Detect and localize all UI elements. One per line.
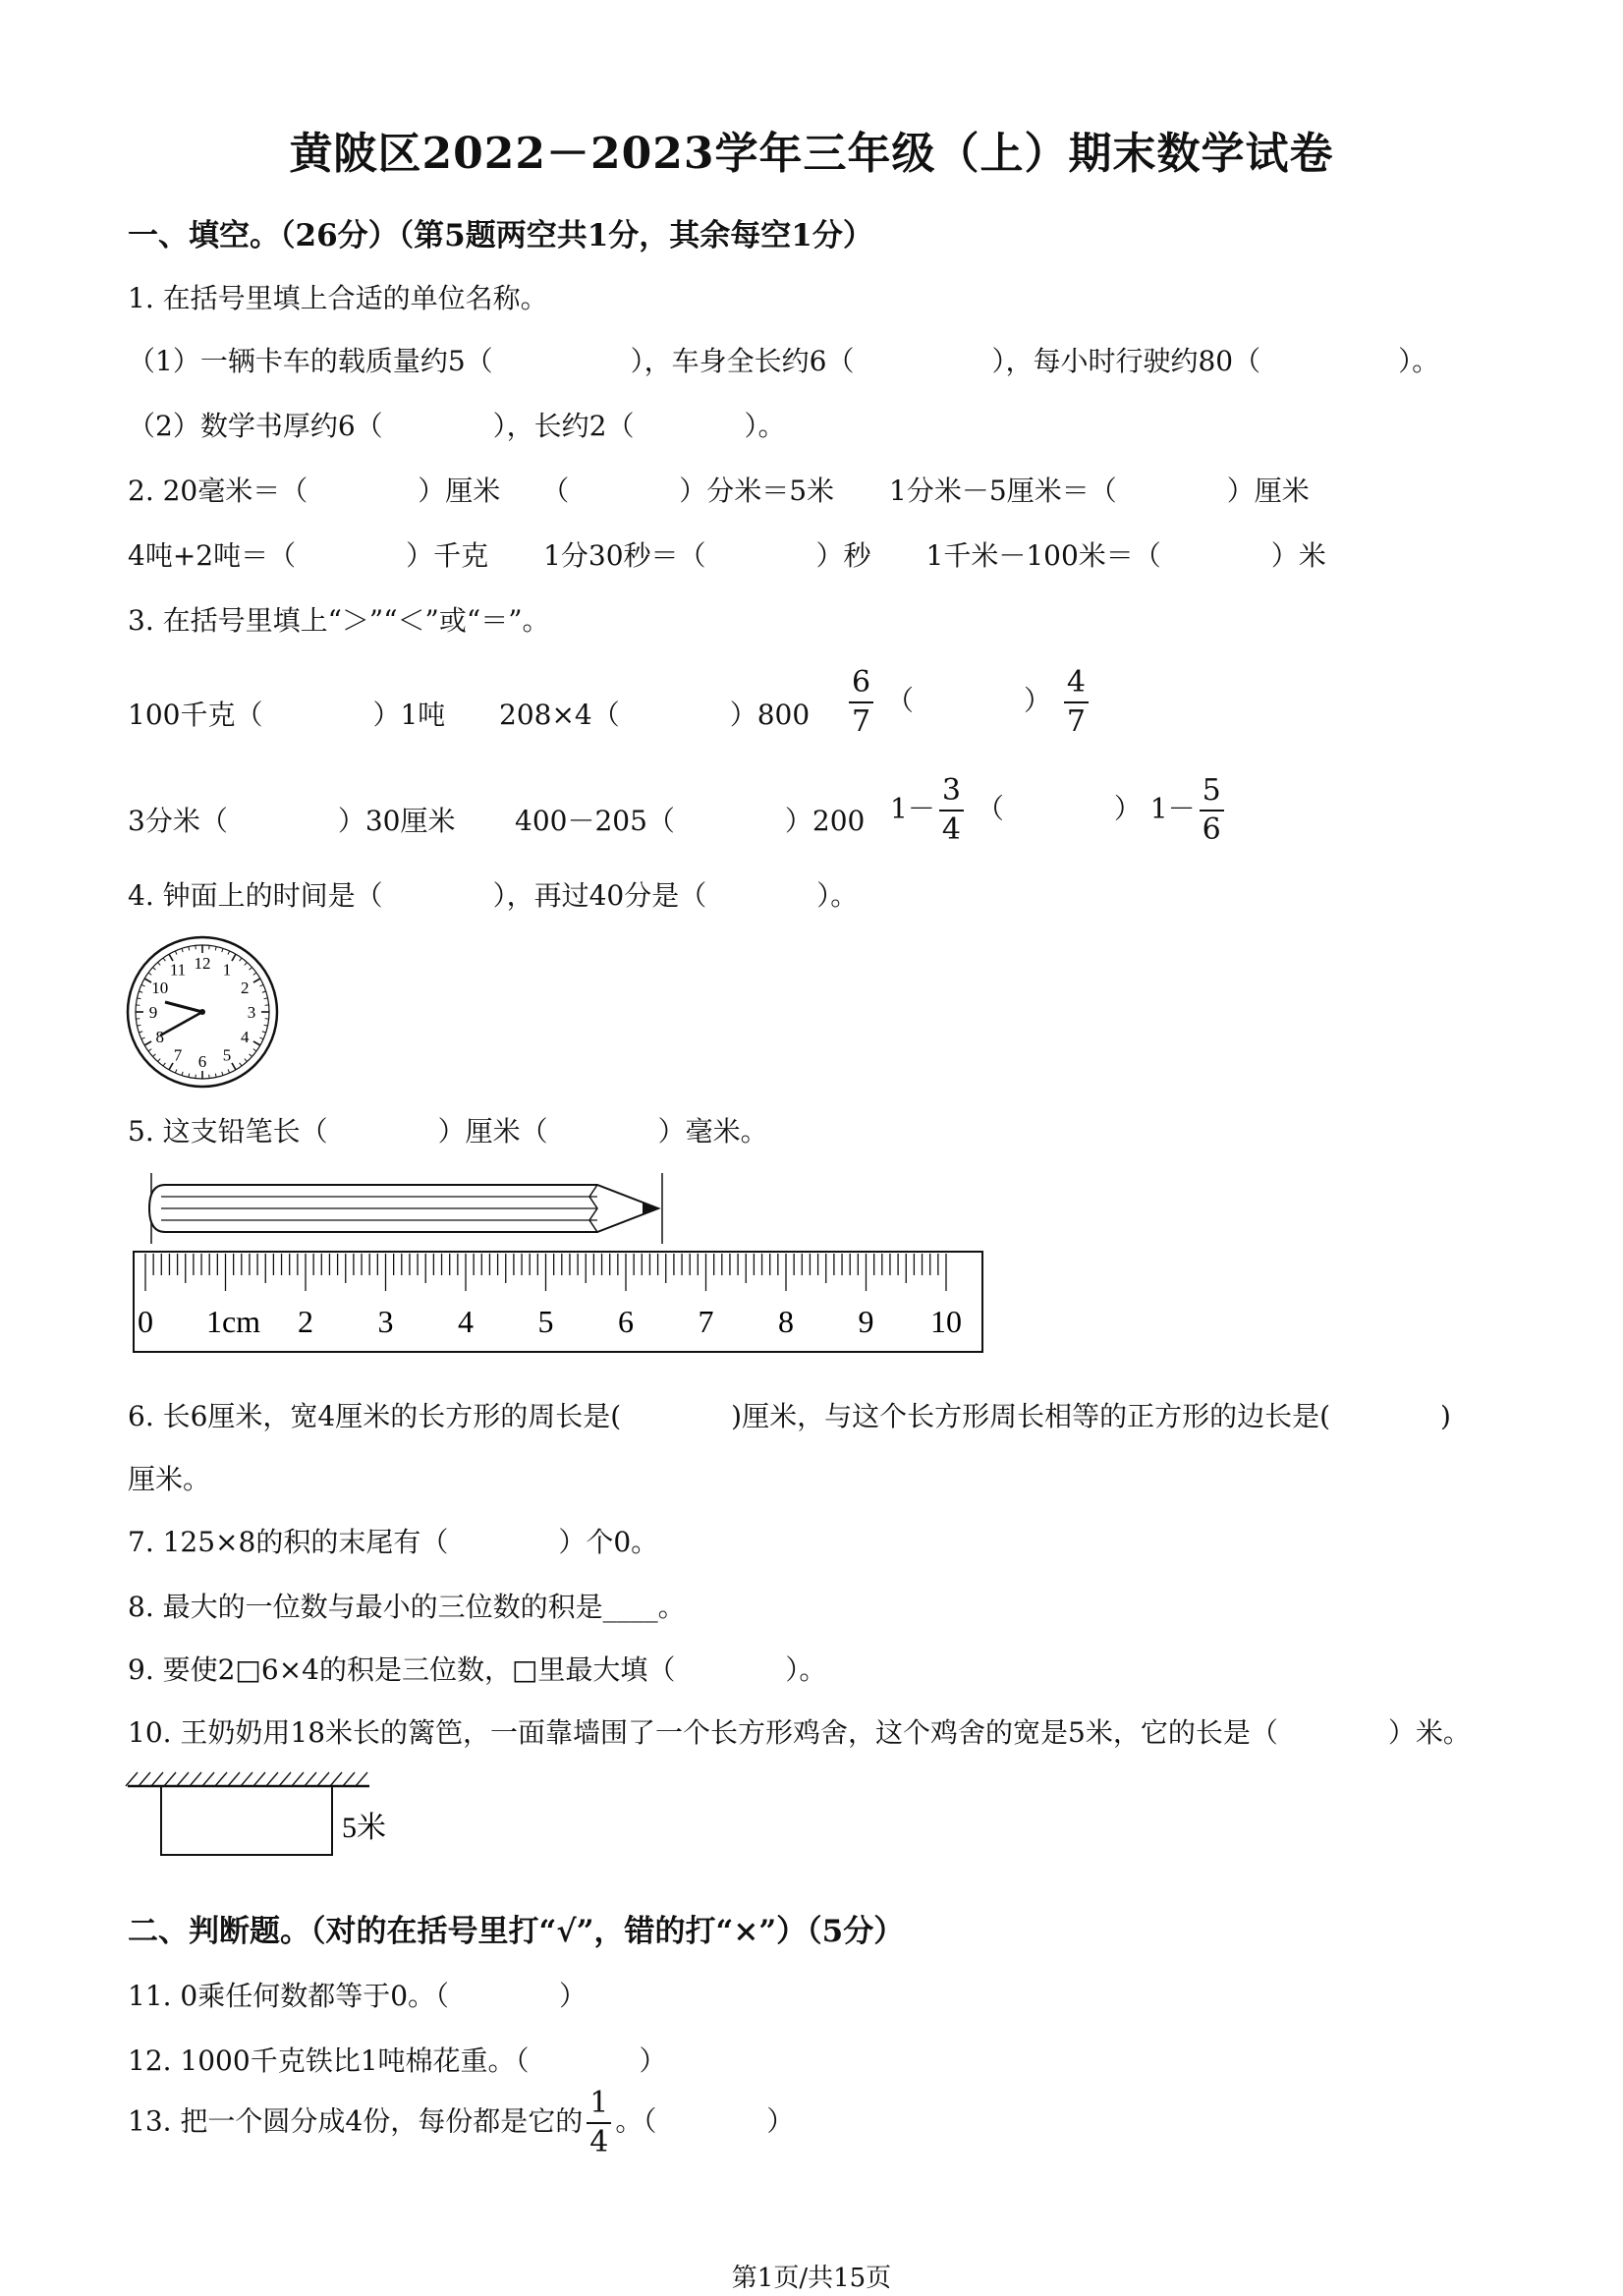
clock-number: 11 xyxy=(169,960,187,980)
ruler-label: 1cm xyxy=(205,1304,261,1339)
clock-number: 2 xyxy=(241,979,250,997)
fraction: $\frac{1}{4}$ xyxy=(587,2089,611,2157)
clock-number: 9 xyxy=(148,1003,158,1022)
q1-line1: （1）一辆卡车的载质量约5（ ），车身全长约6（ ），每小时行驶约80（ ）。 xyxy=(128,345,1440,377)
ruler-label: 6 xyxy=(618,1304,634,1339)
q9-text: 9. 要使2□6×4的积是三位数，□里最大填（ ）。 xyxy=(128,1653,827,1686)
ruler-label: 2 xyxy=(298,1304,313,1339)
ruler-label: 3 xyxy=(377,1304,394,1339)
fraction: $\frac{6}{7}$ xyxy=(849,668,873,737)
page-footer: 第1页/共15页 xyxy=(731,2264,892,2293)
section-2-heading: 二、判断题。（对的在括号里打“√”，错的打“×”）（5分） xyxy=(128,1914,905,1949)
ruler-label: 0 xyxy=(138,1304,153,1339)
fraction: $\frac{4}{7}$ xyxy=(1064,668,1089,737)
page-title: 黄陂区2022－2023学年三年级（上）期末数学试卷 xyxy=(289,129,1334,179)
clock-number: 6 xyxy=(197,1052,207,1071)
q10-text: 10. 王奶奶用18米长的篱笆，一面靠墙围了一个长方形鸡舍，这个鸡舍的宽是5米，它的长是（ ）米。 xyxy=(128,1716,1471,1749)
q4-text: 4. 钟面上的时间是（ ），再过40分是（ ）。 xyxy=(128,879,859,912)
section-1-heading: 一、填空。（26分）（第5题两空共1分，其余每空1分） xyxy=(128,218,873,253)
q3-r2c: 1－ $\frac{3}{4}$ （ ） 1－ $\frac{5}{6}$ xyxy=(890,776,1228,845)
ruler-label: 9 xyxy=(858,1304,874,1339)
clock-number: 12 xyxy=(194,954,211,973)
ruler-label: 10 xyxy=(930,1304,962,1339)
q8-text: 8. 最大的一位数与最小的三位数的积是____。 xyxy=(128,1591,686,1623)
q3-r2b: 400－205（ ）200 xyxy=(515,805,866,837)
hour-hand xyxy=(165,1002,202,1012)
clock-number: 5 xyxy=(222,1045,232,1065)
q2-line1: 2. 20毫米＝（ ）厘米 （ ）分米＝5米 1分米－5厘米＝（ ）厘米 xyxy=(128,475,1310,507)
clock-number: 3 xyxy=(247,1003,256,1022)
ruler-label: 4 xyxy=(458,1304,474,1339)
clock-number: 10 xyxy=(151,979,169,997)
pencil xyxy=(149,1173,662,1244)
q12-text: 12. 1000千克铁比1吨棉花重。（ ） xyxy=(128,2044,667,2077)
q6-line2: 厘米。 xyxy=(128,1463,211,1495)
q13-text: 13. 把一个圆分成4份，每份都是它的 $\frac{1}{4}$ 。（ ） xyxy=(128,2086,795,2159)
minute-hand xyxy=(160,1012,202,1036)
coop-figure xyxy=(124,1768,438,1867)
ruler-label: 8 xyxy=(778,1304,794,1339)
coop-width-label: 5米 xyxy=(342,1812,386,1844)
q7-text: 7. 125×8的积的末尾有（ ）个0。 xyxy=(128,1526,659,1558)
clock-number: 8 xyxy=(155,1028,164,1046)
q6-line1: 6. 长6厘米，宽4厘米的长方形的周长是( )厘米，与这个长方形周长相等的正方形的边长是( ) xyxy=(128,1400,1451,1432)
q11-text: 11. 0乘任何数都等于0。（ ） xyxy=(128,1980,588,2012)
clock-number: 7 xyxy=(173,1045,183,1065)
pencil-ruler-figure xyxy=(128,1169,992,1356)
ruler-label: 7 xyxy=(698,1304,714,1339)
clock-number: 1 xyxy=(222,960,232,980)
q1-line2: （2）数学书厚约6（ ），长约2（ ）。 xyxy=(128,410,786,442)
q3-stem: 3. 在括号里填上“＞”“＜”或“＝”。 xyxy=(128,604,550,637)
clock-number: 4 xyxy=(241,1028,250,1046)
q2-line2: 4吨+2吨＝（ ）千克 1分30秒＝（ ）秒 1千米－100米＝（ ）米 xyxy=(128,539,1326,572)
q5-text: 5. 这支铅笔长（ ）厘米（ ）毫米。 xyxy=(128,1115,768,1148)
clock-figure xyxy=(124,933,281,1091)
q3-r2a: 3分米（ ）30厘米 xyxy=(128,805,456,837)
q3-r1c: $\frac{6}{7}$ （ ） $\frac{4}{7}$ xyxy=(845,668,1092,737)
fraction: $\frac{3}{4}$ xyxy=(939,776,964,845)
ruler xyxy=(134,1252,982,1352)
q1-stem: 1. 在括号里填上合适的单位名称。 xyxy=(128,282,548,314)
ruler-label: 5 xyxy=(537,1304,554,1339)
fraction: $\frac{5}{6}$ xyxy=(1200,776,1224,845)
wall-hatching xyxy=(126,1772,367,1786)
q3-r1b: 208×4（ ）800 xyxy=(499,699,811,731)
q3-r1a: 100千克（ ）1吨 xyxy=(128,699,446,731)
